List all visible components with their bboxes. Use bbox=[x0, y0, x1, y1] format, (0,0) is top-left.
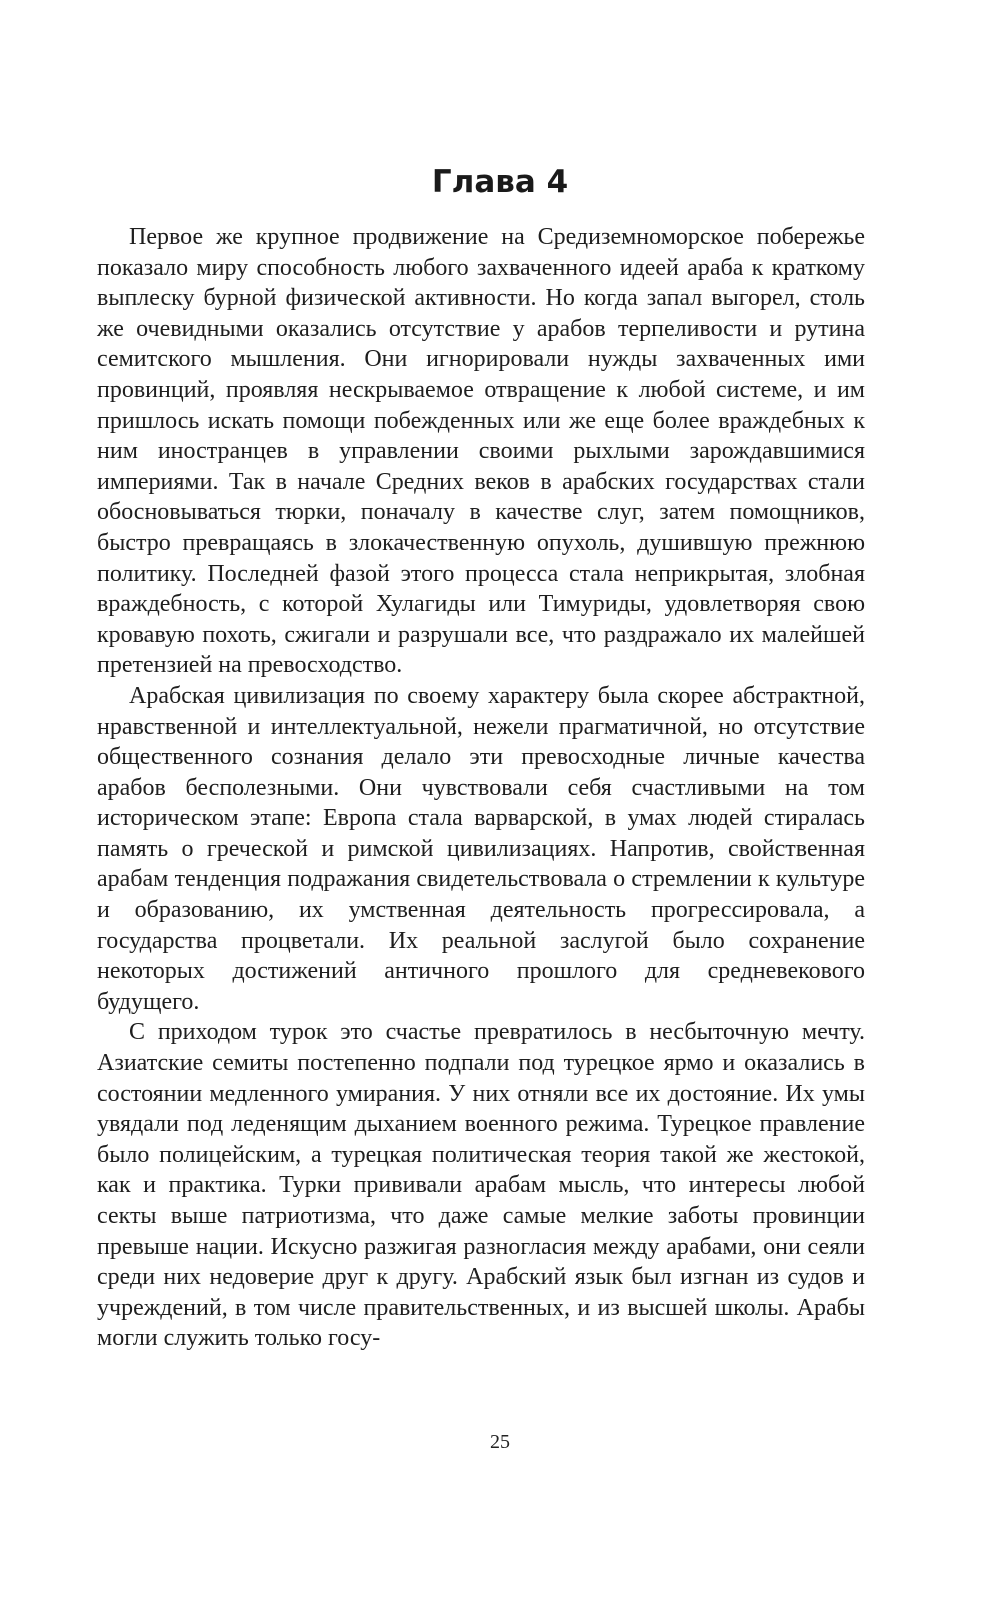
page-number: 25 bbox=[490, 1431, 510, 1453]
chapter-title: Глава 4 bbox=[431, 164, 569, 200]
paragraph-1: Первое же крупное продвижение на Средиземноморское побережье показало миру способность любого захваченного идеей араба к краткому выплеску бурной физической активности. Но когда запал выгорел, столь же очевидными оказались отсутствие у арабов терпеливости и рутина семитского мышления. Они игнорировали нужды захваченных ими провинций, проявляя нескрываемое отвращение к любой системе, и им пришлось искать помощи побежденных или же еще более враждебных к ним иностранцев в управлении своими рыхлыми зарождавшимися империями. Так в начале Средних веков в арабских государствах стали обосновываться тюрки, поначалу в качестве слуг, затем помощников, быстро превращаясь в злокачественную опухоль, душившую прежнюю политику. Последней фазой этого процесса стала неприкрытая, злобная враждебность, с которой Хулагиды или Тимуриды, удовлетворяя свою кровавую похоть, сжигали и разрушали все, что раздражало их малейшей претензией на превосходство. bbox=[97, 224, 865, 679]
body-text bbox=[97, 222, 865, 1354]
paragraph-2: Арабская цивилизация по своему характеру была скорее абстрактной, нравственной и интеллектуальной, нежели прагматичной, но отсутствие общественного сознания делало эти превосходные личные качества арабов бесполезными. Они чувствовали себя счастливыми на том историческом этапе: Европа стала варварской, в умах людей стиралась память о греческой и римской цивилизациях. Напротив, свойственная арабам тенденция подражания свидетельствовала о стремлении к культуре и образованию, их умственная деятельность прогрессировала, а государства процветали. Их реальной заслугой было сохранение некоторых достижений античного прошлого для средневекового будущего. bbox=[97, 682, 865, 1015]
paragraph-3: С приходом турок это счастье превратилось в несбыточную мечту. Азиатские семиты постепенно подпали под турецкое ярмо и оказались в состоянии медленного умирания. У них отняли все их достояние. Их умы увядали под леденящим дыханием военного режима. Турецкое правление было полицейским, а турецкая политическая теория такой же жестокой, как и практика. Турки прививали арабам мысль, что интересы любой секты выше патриотизма, что даже самые мелкие заботы провинции превыше нации. Искусно разжигая разногласия между арабами, они сеяли среди них недоверие друг к другу. Арабский язык был изгнан из судов и учреждений, в том числе правительственных, и из высшей школы. Арабы могли служить только госу- bbox=[97, 1019, 865, 1352]
